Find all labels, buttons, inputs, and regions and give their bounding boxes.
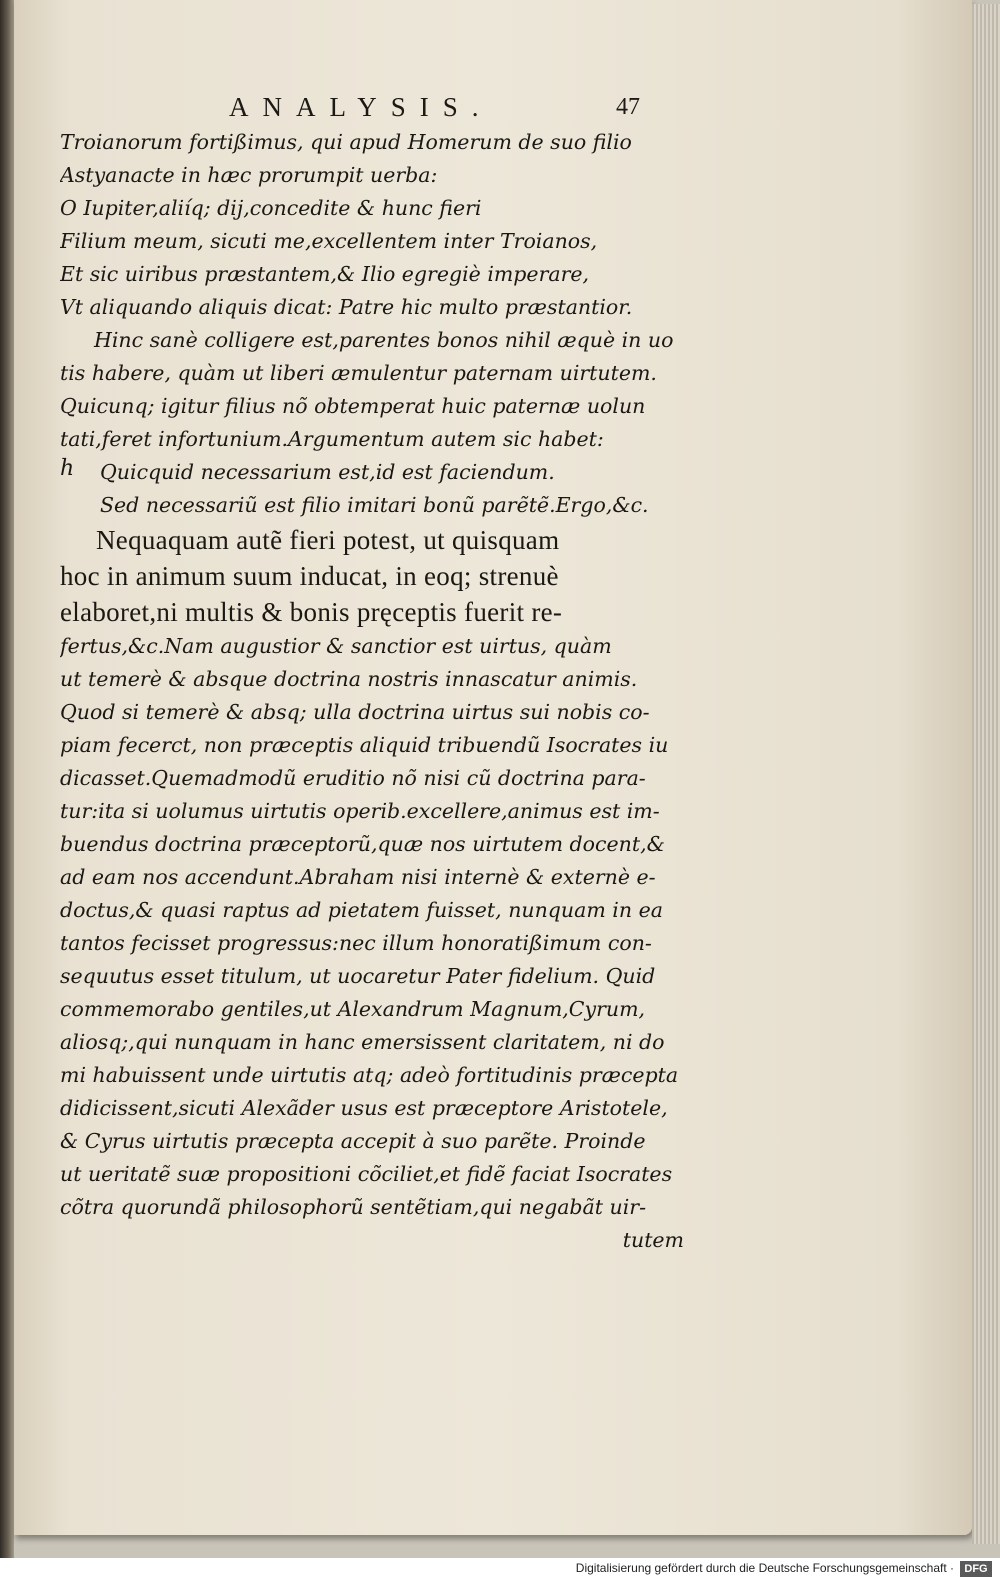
text-line: buendus doctrina præceptorũ,quæ nos uirtutem docent,& <box>60 832 665 856</box>
text-line: O Iupiter,aliíq; dij,concedite & hunc fieri <box>60 196 482 220</box>
text-line: ad eam nos accendunt.Abraham nisi internè & externè e- <box>60 865 656 889</box>
page-stack-edge <box>972 4 1000 1544</box>
text-line: sequutus esset titulum, ut uocaretur Pater fidelium. Quid <box>60 964 656 988</box>
text-line: Hinc sanè colligere est,parentes bonos nihil æquè in uo <box>94 328 674 352</box>
text-line: Sed necessariũ est filio imitari bonũ parẽtẽ.Ergo,&c. <box>100 493 649 517</box>
text-line: ut ueritatẽ suæ propositioni cõciliet,et fidẽ faciat Isocrates <box>60 1162 673 1186</box>
text-line: & Cyrus uirtutis præcepta accepit à suo parẽte. Proinde <box>60 1129 646 1153</box>
text-line: Et sic uiribus præstantem,& Ilio egregiè imperare, <box>60 262 590 286</box>
text-line: Astyanacte in hæc prorumpit uerba: <box>60 163 438 187</box>
text-line: Quod si temerè & absq; ulla doctrina uirtus sui nobis co- <box>60 700 650 724</box>
text-line: commemorabo gentiles,ut Alexandrum Magnum,Cyrum, <box>60 997 646 1021</box>
text-line: tur:ita si uolumus uirtutis operib.excellere,animus est im- <box>60 799 660 823</box>
text-line: fertus,&c.Nam augustior & sanctior est uirtus, quàm <box>60 634 612 658</box>
text-line: cõtra quorundã philosophorũ sentẽtiam,qui negabãt uir- <box>60 1195 647 1219</box>
body-text <box>60 126 686 1257</box>
text-line: piam fecerct, non præceptis aliquid tribuendũ Isocrates iu <box>60 733 669 757</box>
text-line: tantos fecisset progressus:nec illum honoratißimum con- <box>60 931 652 955</box>
text-line: didicissent,sicuti Alexãder usus est præceptore Aristotele, <box>60 1096 668 1120</box>
text-line: doctus,& quasi raptus ad pietatem fuisset, nunquam in ea <box>60 898 663 922</box>
funding-credit: Digitalisierung gefördert durch die Deutsche Forschungsgemeinschaft · <box>575 1561 954 1575</box>
text-line: Troianorum fortißimus, qui apud Homerum de suo filio <box>60 130 632 154</box>
margin-signature-mark: h <box>60 456 75 481</box>
page-number: 47 <box>616 94 640 120</box>
text-line: Quicquid necessarium est,id est faciendum. <box>100 460 555 484</box>
text-line: elaboret,ni multis & bonis pręceptis fuerit re- <box>60 597 563 627</box>
text-line: ut temerè & absque doctrina nostris innascatur animis. <box>60 667 638 691</box>
text-line: Nequaquam autẽ fieri potest, ut quisquam <box>96 525 560 555</box>
book-binding-edge <box>0 0 14 1558</box>
text-line: dicasset.Quemadmodũ eruditio nõ nisi cũ doctrina para- <box>60 766 646 790</box>
running-head: ANALYSIS. <box>229 92 493 122</box>
dfg-logo: DFG <box>960 1561 992 1577</box>
book-page <box>14 0 972 1535</box>
text-line: hoc in animum suum inducat, in eoq; strenuè <box>60 561 559 591</box>
text-line: Filium meum, sicuti me,excellentem inter Troianos, <box>60 229 598 253</box>
text-line: tati,feret infortunium.Argumentum autem sic habet: <box>60 427 604 451</box>
text-line: mi habuissent unde uirtutis atq; adeò fortitudinis præcepta <box>60 1063 679 1087</box>
digitization-footer <box>0 1558 1000 1581</box>
text-line: tis habere, quàm ut liberi æmulentur paternam uirtutem. <box>60 361 657 385</box>
text-line: Quicunq; igitur filius nõ obtemperat huic paternæ uolun <box>60 394 646 418</box>
text-line: tutem <box>622 1228 684 1252</box>
text-line: Vt aliquando aliquis dicat: Patre hic multo præstantior. <box>60 295 633 319</box>
text-line: aliosq;,qui nunquam in hanc emersissent claritatem, ni do <box>60 1030 665 1054</box>
